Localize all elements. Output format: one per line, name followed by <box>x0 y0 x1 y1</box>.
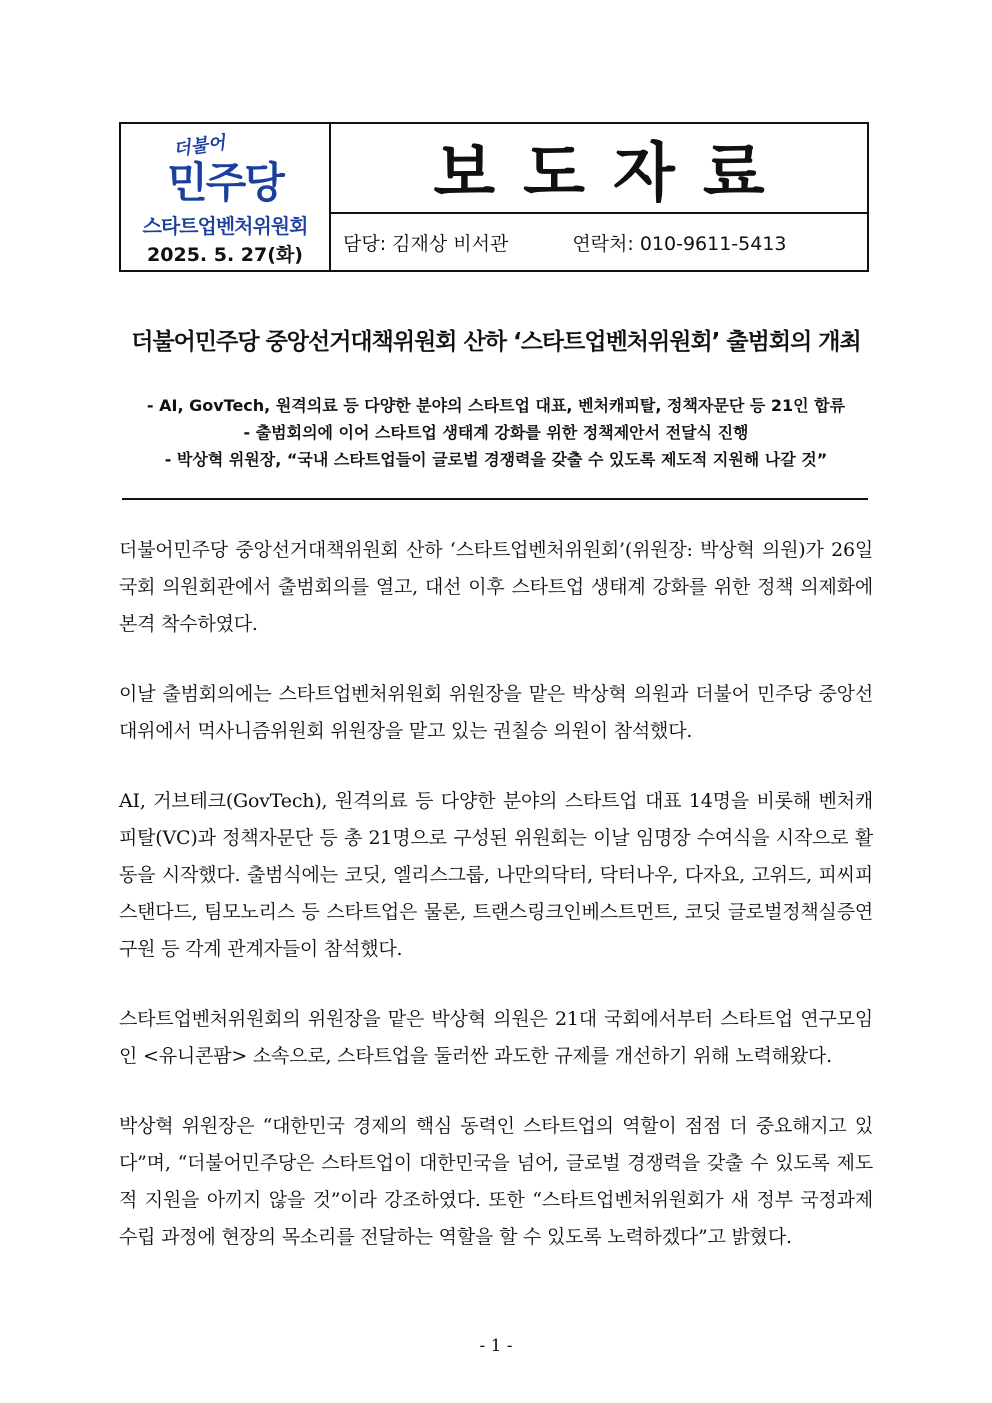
body-paragraph: 박상혁 위원장은 “대한민국 경제의 핵심 동력인 스타트업의 역할이 점점 더 중요해지고 있다”며, “더불어민주당은 스타트업이 대한민국을 넘어, 글로벌 경쟁력을 갖출 수 있도록 제도적 지원을 아끼지 않을 것”이라 강조하였다. 또한 “스타트업벤처위원회가 새 정부 국정과제 수립 과정에 현장의 목소리를 전달하는 역할을 할 수 있도록 노력하겠다”고 밝혔다. <box>119 1115 873 1248</box>
page-title: 보도자료 <box>433 137 793 211</box>
press-release-header <box>119 122 869 272</box>
release-date: 2025. 5. 27(화) <box>147 244 303 266</box>
logo-small-text: 더불어 <box>172 132 227 161</box>
subheadline: - AI, GovTech, 원격의료 등 다양한 분야의 스타트업 대표, 벤처캐피탈, 정책자문단 등 21인 합류 <box>146 396 846 415</box>
body-paragraph: 더불어민주당 중앙선거대책위원회 산하 ‘스타트업벤처위원회’(위원장: 박상혁 의원)가 26일 국회 의원회관에서 출범회의를 열고, 대선 이후 스타트업 생태계 강화를 위한 정책 의제화에 본격 착수하였다. <box>119 539 873 635</box>
contact-number: 연락처: 010-9611-5413 <box>572 232 787 255</box>
body-paragraph: AI, 거브테크(GovTech), 원격의료 등 다양한 분야의 스타트업 대표 14명을 비롯해 벤처캐피탈(VC)과 정책자문단 등 총 21명으로 구성된 위원회는 이날 임명장 수여식을 시작으로 활동을 시작했다. 출범식에는 코딧, 엘리스그룹, 나만의닥터, 닥터나우, 다자요, 고위드, 피씨피스탠다드, 팀모노리스 등 스타트업은 물론, 트랜스링크인베스트먼트, 코딧 글로벌정책실증연구원 등 각계 관계자들이 참석했다. <box>119 790 873 960</box>
contact-info <box>331 214 867 270</box>
headline: 더불어민주당 중앙선거대책위원회 산하 ‘스타트업벤처위원회’ 출범회의 개최 <box>131 329 861 355</box>
body-paragraph: 스타트업벤처위원회의 위원장을 맡은 박상혁 의원은 21대 국회에서부터 스타트업 연구모임인 <유니콘팜> 소속으로, 스타트업을 둘러싼 과도한 규제를 개선하기 위해 노력해왔다. <box>119 1008 873 1067</box>
article-body <box>119 532 873 1289</box>
divider <box>122 498 868 500</box>
committee-name: 스타트업벤처위원회 <box>142 214 308 238</box>
subheadline: - 출범회의에 이어 스타트업 생태계 강화를 위한 정책제안서 전달식 진행 <box>243 423 749 442</box>
title-cell <box>331 124 867 214</box>
contact-person: 담당: 김재상 비서관 <box>343 232 509 255</box>
subheadline: - 박상혁 위원장, “국내 스타트업들이 글로벌 경쟁력을 갖출 수 있도록 제도적 지원해 나갈 것” <box>164 450 828 469</box>
party-logo <box>121 124 331 270</box>
page-number: - 1 - <box>479 1336 513 1356</box>
body-paragraph: 이날 출범회의에는 스타트업벤처위원회 위원장을 맡은 박상혁 의원과 더불어 민주당 중앙선대위에서 먹사니즘위원회 위원장을 맡고 있는 권칠승 의원이 참석했다. <box>119 683 873 742</box>
logo-main-text: 민주당 <box>167 158 283 207</box>
subheadlines <box>0 392 992 473</box>
